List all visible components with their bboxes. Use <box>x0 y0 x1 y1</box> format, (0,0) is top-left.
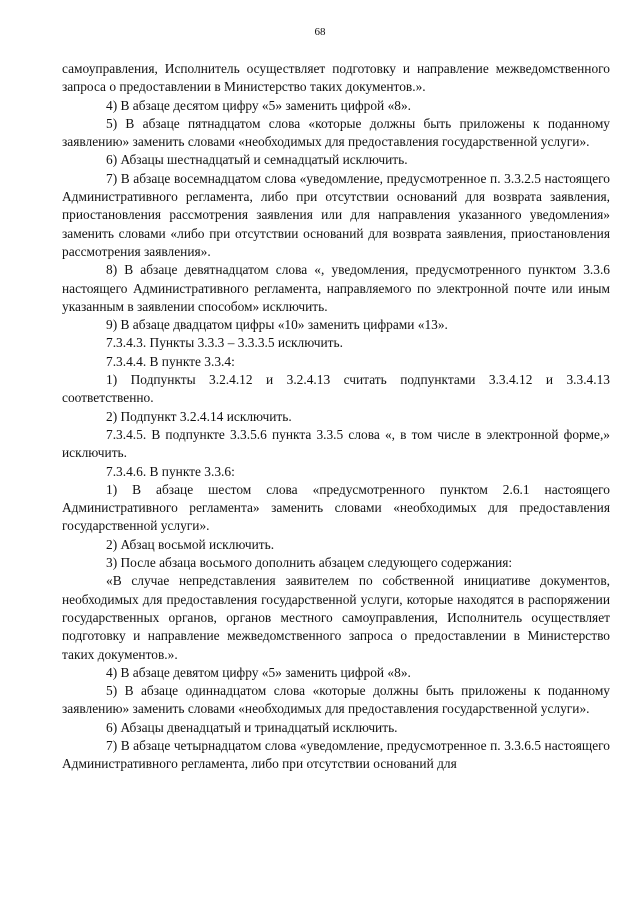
page-number: 68 <box>314 26 326 38</box>
paragraph: 8) В абзаце девятнадцатом слова «, уведомления, предусмотренного пунктом 3.3.6 настоящего Административного регламента, направляемого по электронной почте или иным указанным в заявлении способом» исключить. <box>62 262 610 314</box>
paragraph: 7.3.4.5. В подпункте 3.3.5.6 пункта 3.3.5 слова «, в том числе в электронной форме,» исключить. <box>62 426 610 461</box>
paragraph: 5) В абзаце одиннадцатом слова «которые должны быть приложены к поданному заявлению» заменить словами «необходимых для предоставления государственной услуги». <box>62 683 610 717</box>
paragraph: 2) Подпункт 3.2.4.14 исключить. <box>106 408 292 424</box>
paragraph: 5) В абзаце пятнадцатом слова «которые должны быть приложены к поданному заявлению» заменить словами «необходимых для предоставления государственной услуги». <box>62 115 610 150</box>
paragraph: 7) В абзаце четырнадцатом слова «уведомление, предусмотренное п. 3.3.6.5 настоящего Административного регламента, либо при отсутствии оснований для <box>62 737 610 772</box>
paragraph: 4) В абзаце девятом цифру «5» заменить цифрой «8». <box>106 664 411 680</box>
paragraph: 6) Абзацы двенадцатый и тринадцатый исключить. <box>106 719 398 735</box>
paragraph: 7) В абзаце восемнадцатом слова «уведомление, предусмотренное п. 3.3.2.5 настоящего Административного регламента, либо при отсутствии оснований для возврата заявления, приостановления рассмотрения заявления или для направления указанного уведомления» заменить словами «либо при отсутствии оснований для возврата заявления, приостановления рассмотрения заявления». <box>62 170 610 259</box>
paragraph: 7.3.4.4. В пункте 3.3.4: <box>106 353 235 369</box>
document-body <box>62 60 610 774</box>
paragraph: 7.3.4.3. Пункты 3.3.3 – 3.3.3.5 исключить. <box>106 335 343 351</box>
paragraph: 6) Абзацы шестнадцатый и семнадцатый исключить. <box>106 152 408 168</box>
paragraph: 1) Подпункты 3.2.4.12 и 3.2.4.13 считать подпунктами 3.3.4.12 и 3.3.4.13 соответственно. <box>62 372 610 406</box>
paragraph: 9) В абзаце двадцатом цифры «10» заменить цифрами «13». <box>106 317 448 333</box>
paragraph: 2) Абзац восьмой исключить. <box>106 536 275 552</box>
paragraph: «В случае непредставления заявителем по собственной инициативе документов, необходимых для предоставления государственной услуги, которые находятся в распоряжении государственных органов, органов местного самоуправления, Исполнитель осуществляет подготовку и направление межведомственного запроса о предоставлении в Министерство таких документов.». <box>62 573 610 662</box>
paragraph: самоуправления, Исполнитель осуществляет подготовку и направление межведомственного запроса о предоставлении в Министерство таких документов.». <box>62 61 610 95</box>
paragraph: 3) После абзаца восьмого дополнить абзацем следующего содержания: <box>106 555 513 571</box>
paragraph: 7.3.4.6. В пункте 3.3.6: <box>106 463 235 479</box>
paragraph: 1) В абзаце шестом слова «предусмотренного пунктом 2.6.1 настоящего Административного регламента» заменить словами «необходимых для предоставления государственной услуги». <box>62 481 610 534</box>
paragraph: 4) В абзаце десятом цифру «5» заменить цифрой «8». <box>106 97 411 113</box>
